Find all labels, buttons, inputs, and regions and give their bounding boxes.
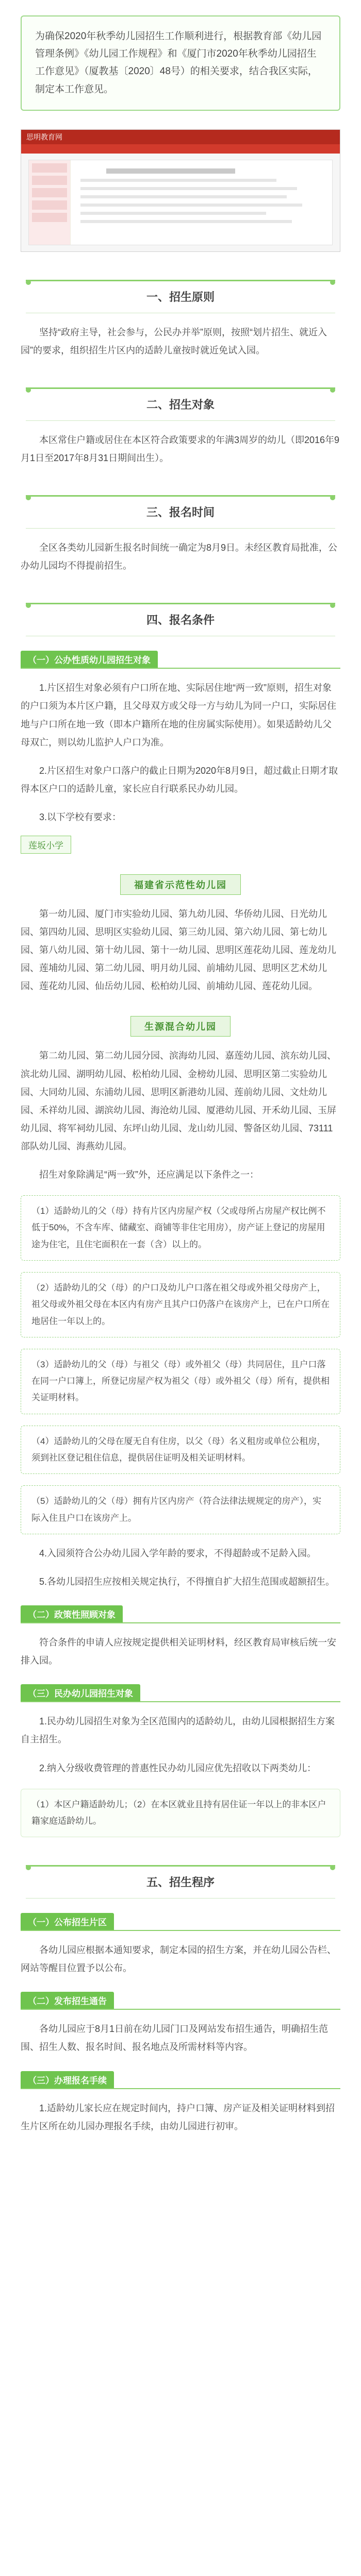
paragraph: 符合条件的申请人应按规定提供相关证明材料，经区教育局审核后统一安排入园。 <box>21 1637 336 1666</box>
subsection-header <box>21 1605 340 1623</box>
section-text: 坚持“政府主导，社会参与，公民办并举”原则，按照“划片招生、就近入园”的要求，组织招生片区内的适龄儿童按时就近免试入园。 <box>21 327 327 355</box>
paragraph: 1.片区招生对象必须有户口所在地、实际居住地“两一致”原则，招生对象的户口须为本片区户籍，且父母双方或父母一方与幼儿为同一户口，实际居住地与户口所在地一致（即本户籍所在地的住房属实际使用）。如果适龄幼儿父母双亡，则以幼儿监护人户口为准。 <box>21 683 336 748</box>
paragraph: 第二幼儿园、第二幼儿园分园、滨海幼儿园、嘉莲幼儿园、滨东幼儿园、滨北幼儿园、湖明幼儿园、松柏幼儿园、金榜幼儿园、思明区第二实验幼儿园、大同幼儿园、东浦幼儿园、思明区新港幼儿园、莲前幼儿园、文灶幼儿园、禾祥幼儿园、湖滨幼儿园、海沧幼儿园、厦港幼儿园、开禾幼儿园、玉屏幼儿园、将军祠幼儿园、东坪山幼儿园、龙山幼儿园、警备区幼儿园、73111部队幼儿园、海燕幼儿园。 <box>21 1050 336 1151</box>
section-heading-2 <box>26 387 335 421</box>
section-heading-3 <box>26 495 335 529</box>
subsection-title: （三）民办幼儿园招生对象 <box>21 1684 140 1701</box>
section-heading-1 <box>26 280 335 313</box>
subsection-header <box>21 1684 340 1702</box>
paragraph: 各幼儿园应于8月1日前在幼儿园门口及网站发布招生通告，明确招生范围、招生人数、报名时间、报名地点及所需材料等内容。 <box>21 2024 329 2053</box>
condition-block: （5）适龄幼儿的父（母）拥有片区内房产（符合法律法规规定的房产），实际入住且户口在该房产上。 <box>21 1485 340 1534</box>
subsection-header <box>21 651 340 669</box>
paragraph: 5.各幼儿园招生应按相关规定执行，不得擅自扩大招生范围或超额招生。 <box>39 1577 335 1587</box>
site-content <box>28 160 333 245</box>
intro-text: 为确保2020年秋季幼儿园招生工作顺利进行，根据教育部《幼儿园管理条例》《幼儿园工作规程》和《厦门市2020年秋季幼儿园招生工作意见》（厦教基〔2020〕48号）的相关要求，结合我区实际，制定本工作意见。 <box>35 31 322 95</box>
subsection-header <box>21 1913 340 1931</box>
paragraph: 2.纳入分级收费管理的普惠性民办幼儿园应优先招收以下两类幼儿： <box>39 1762 317 1773</box>
paragraph: 1.适龄幼儿家长应在规定时间内，持户口簿、房产证及相关证明材料到招生片区所在幼儿园办理报名手续，由幼儿园进行初审。 <box>21 2103 335 2131</box>
banner-text: 福建省示范性幼儿园 <box>120 874 241 895</box>
condition-block: （1）适龄幼儿的父（母）持有片区内房屋产权（父或母所占房屋产权比例不低于50%，不含车库、储藏室、商铺等非住宅用房），房产证上登记的房屋用途为住宅，且住宅面积在一套（含）以上的。 <box>21 1195 340 1261</box>
subsection-title: （一）公布招生片区 <box>21 1913 114 1930</box>
section-heading-4 <box>26 603 335 636</box>
subsection-header <box>21 2071 340 2089</box>
site-name: 思明教育网 <box>26 132 62 141</box>
paragraph: 1.民办幼儿园招生对象为全区范围内的适龄幼儿，由幼儿园根据招生方案自主招生。 <box>21 1716 335 1745</box>
category-banner <box>41 874 320 895</box>
paragraph: 3.以下学校有要求： <box>39 811 122 822</box>
section-heading-5 <box>26 1865 335 1899</box>
section-title: 五、招生程序 <box>146 1876 215 1889</box>
website-screenshot <box>21 129 340 252</box>
subsection-title: （一）公办性质幼儿园招生对象 <box>21 651 158 668</box>
section-title: 四、报名条件 <box>146 614 215 627</box>
intro-box <box>21 15 340 111</box>
priority-block: （1）本区户籍适龄幼儿；（2）在本区就业且持有居住证一年以上的非本区户籍家庭适龄幼儿。 <box>21 1789 340 1838</box>
condition-block: （3）适龄幼儿的父（母）与祖父（母）或外祖父（母）共同居住，且户口落在同一户口簿上，所登记房屋产权为祖父（母）或外祖父（母）所有，提供相关证明材料。 <box>21 1349 340 1414</box>
section-text: 全区各类幼儿园新生报名时间统一确定为8月9日。未经区教育局批准，公办幼儿园均不得提前招生。 <box>21 543 338 571</box>
site-header <box>21 130 340 144</box>
paragraph: 4.入园须符合公办幼儿园入学年龄的要求，不得超龄或不足龄入园。 <box>39 1548 317 1558</box>
section-title: 二、招生对象 <box>146 398 215 411</box>
section-title: 一、招生原则 <box>146 290 215 303</box>
subsection-title: （二）发布招生通告 <box>21 1992 114 2009</box>
condition-block: （2）适龄幼儿的父（母）的户口及幼儿户口落在祖父母或外祖父母房产上，祖父母或外祖父母在本区内有房产且其户口仍落户在该房产上，已在户口所在地居住一年以上的。 <box>21 1272 340 1337</box>
school-tag: 莲坂小学 <box>21 836 71 854</box>
category-banner <box>41 1016 320 1037</box>
condition-block: （4）适龄幼儿的父母在厦无自有住房，以父（母）名义租房或单位公租房，须到社区登记租住信息，提供居住证明及相关证明材料。 <box>21 1426 340 1475</box>
paragraph: 招生对象除满足“两一致”外，还应满足以下条件之一： <box>39 1170 259 1180</box>
subsection-header <box>21 1992 340 2010</box>
paragraph: 2.片区招生对象户口落户的截止日期为2020年8月9日，超过截止日期才取得本区户口的适龄儿童，家长应自行联系民办幼儿园。 <box>21 765 338 794</box>
subsection-title: （二）政策性照顾对象 <box>21 1605 123 1622</box>
paragraph: 各幼儿园应根据本通知要求，制定本园的招生方案，并在幼儿园公告栏、网站等醒目位置予以公布。 <box>21 1945 336 1974</box>
banner-text: 生源混合幼儿园 <box>130 1016 231 1037</box>
section-title: 三、报名时间 <box>146 506 215 519</box>
subsection-title: （三）办理报名手续 <box>21 2071 114 2088</box>
site-nav <box>21 144 340 154</box>
site-sidebar <box>29 160 71 245</box>
section-text: 本区常住户籍或居住在本区符合政策要求的年满3周岁的幼儿（即2016年9月1日至2017年8月31日期间出生）。 <box>21 434 340 464</box>
paragraph: 第一幼儿园、厦门市实验幼儿园、第九幼儿园、华侨幼儿园、日光幼儿园、第四幼儿园、思明区实验幼儿园、第三幼儿园、第六幼儿园、第七幼儿园、第八幼儿园、第十幼儿园、第十一幼儿园、思明区莲花幼儿园、莲龙幼儿园、莲埔幼儿园、第二幼儿园、明月幼儿园、前埔幼儿园、思明区艺术幼儿园、莲花幼儿园、仙岳幼儿园、松柏幼儿园、前埔幼儿园、莲花幼儿园。 <box>21 908 336 992</box>
